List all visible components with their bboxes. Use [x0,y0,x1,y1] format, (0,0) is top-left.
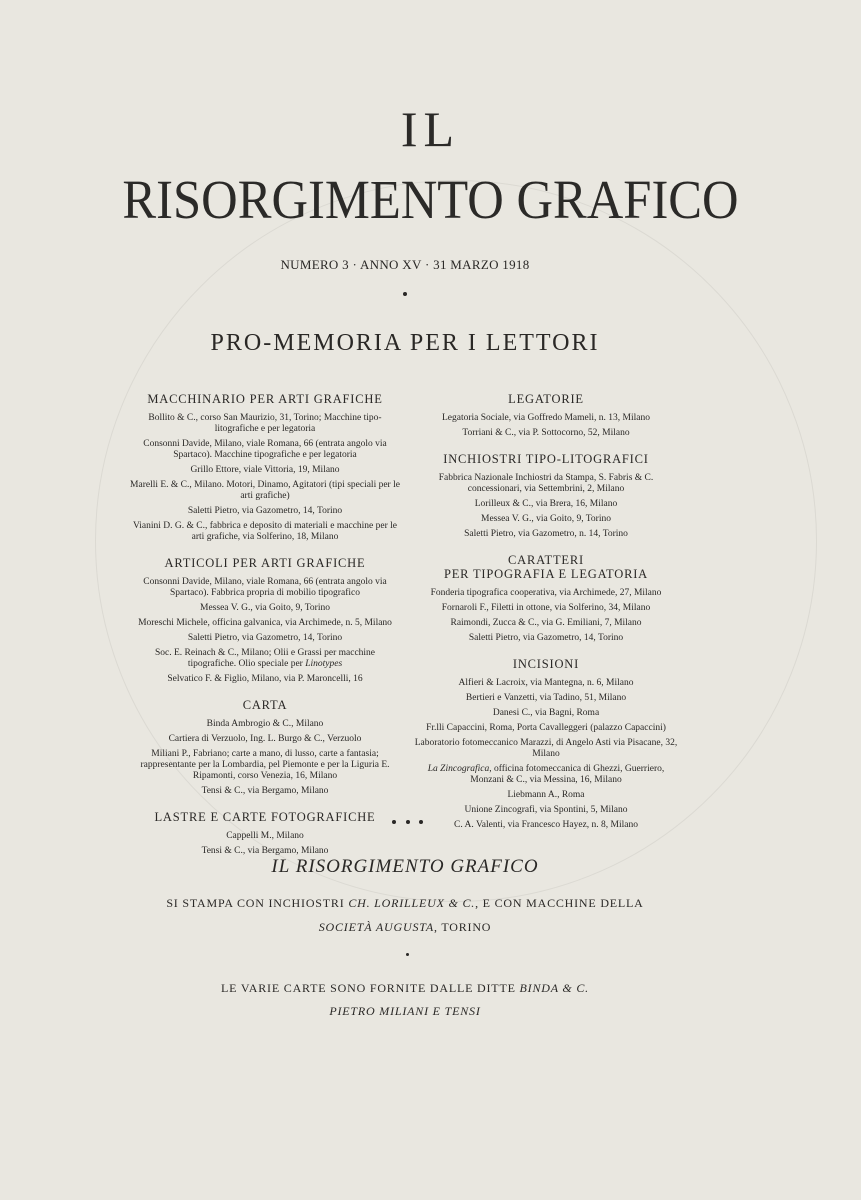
footer-text: , E CON MACCHINE DELLA [475,896,644,910]
category-heading: INCHIOSTRI TIPO-LITOGRAFICI [443,452,649,466]
footer-line-3 [0,981,810,996]
category-heading: CARTA [242,698,288,712]
separator-dot [403,292,407,296]
separator-dot [406,953,409,956]
right-column [412,392,680,835]
list-item: Grillo Ettore, viale Vittoria, 19, Milano [190,465,340,475]
list-item [412,764,680,786]
footer-italic: BINDA & C. [519,981,589,995]
list-item: Marelli E. & C., Milano. Motori, Dinamo, Agitatori (tipi speciali per le arti grafiche) [130,480,400,501]
list-item-text: , officina fotomeccanica di Ghezzi, Guerriero, Monzani & C., via Messina, 16, Milano [470,764,665,785]
list-item: Fornaroli F., Filetti in ottone, via Solferino, 34, Milano [441,603,651,613]
list-item: Bollito & C., corso San Maurizio, 31, Torino; Macchine tipo-litografiche e per legatoria [148,413,382,434]
category-heading: LASTRE E CARTE FOTOGRAFICHE [154,810,376,824]
list-item: Bertieri e Vanzetti, via Tadino, 51, Milano [465,693,627,703]
list-item: Consonni Davide, Milano, viale Romana, 66 (entrata angolo via Spartaco). Macchine tipografiche e per legatoria [143,439,387,460]
category-heading: PER TIPOGRAFIA E LEGATORIA [443,567,649,581]
list-item: Saletti Pietro, via Gazometro, 14, Torino [187,506,343,516]
list-item [130,648,400,670]
issue-line: NUMERO 3 · ANNO XV · 31 MARZO 1918 [280,257,530,272]
footer-line-2 [0,920,810,935]
list-item: Saletti Pietro, via Gazometro, n. 14, Torino [464,529,628,539]
list-item: Fr.lli Capaccini, Roma, Porta Cavalleggeri (palazzo Capaccini) [426,723,666,733]
list-item: Vianini D. G. & C., fabbrica e deposito di materiali e macchine per le arti grafiche, via Solferino, 18, Milano [132,521,398,542]
list-item: Laboratorio fotomeccanico Marazzi, di Angelo Asti via Pisacane, 32, Milano [414,738,678,759]
list-item-text: Soc. E. Reinach & C., Milano; Olii e Grassi per macchine tipografiche. Olio speciale per [154,648,376,669]
list-item: Consonni Davide, Milano, viale Romana, 66 (entrata angolo via Spartaco). Fabbrica propria di mobilio tipografico [143,577,387,598]
footer-title: IL RISORGIMENTO GRAFICO [271,856,539,877]
list-item: Selvatico F. & Figlio, Milano, via P. Maroncelli, 16 [167,674,363,684]
list-item: Cappelli M., Milano [226,831,304,841]
list-item-italic: La Zincografica [427,764,490,774]
list-item: Saletti Pietro, via Gazometro, 14, Torino [468,633,624,643]
category-heading: ARTICOLI PER ARTI GRAFICHE [164,556,366,570]
left-column [130,392,400,861]
list-item: Fonderia tipografica cooperativa, via Archimede, 27, Milano [430,588,662,598]
category-heading: INCISIONI [512,657,580,671]
footer-italic: PIETRO MILIANI E TENSI [329,1004,481,1018]
list-item: Binda Ambrogio & C., Milano [206,719,324,729]
masthead-title: RISORGIMENTO GRAFICO [122,169,739,230]
list-item: Messea V. G., via Goito, 9, Torino [200,603,330,613]
list-item: Tensi & C., via Bergamo, Milano [201,786,329,796]
list-item: Saletti Pietro, via Gazometro, 14, Torino [187,633,343,643]
list-item: Tensi & C., via Bergamo, Milano [201,846,329,856]
footer-line-4 [0,1004,810,1019]
footer-italic: CH. LORILLEUX & C. [348,896,476,910]
footer-italic: SOCIETÀ AUGUSTA [318,920,434,934]
ornament-dots [390,820,430,826]
list-item: Lorilleux & C., via Brera, 16, Milano [474,499,618,509]
list-item: Fabbrica Nazionale Inchiostri da Stampa, S. Fabris & C. concessionari, via Settembrini, 2, Milano [438,473,654,494]
list-item: Messea V. G., via Goito, 9, Torino [481,514,611,524]
list-item: Miliani P., Fabriano; carte a mano, di lusso, carte a fantasia; rappresentante per la Lombardia, pel Piemonte e per la Liguria E. Ripamonti, corso Venezia, 16, Milano [140,749,390,781]
footer-line-1 [0,896,810,911]
masthead-il: IL [400,101,461,157]
list-item: Alfieri & Lacroix, via Mantegna, n. 6, Milano [458,678,634,688]
list-item: Cartiera di Verzuolo, Ing. L. Burgo & C., Verzuolo [168,734,362,744]
list-item: C. A. Valenti, via Francesco Hayez, n. 8, Milano [454,820,638,830]
footer-text: LE VARIE CARTE SONO FORNITE DALLE DITTE [221,981,516,995]
list-item: Legatoria Sociale, via Goffredo Mameli, n. 13, Milano [442,413,650,423]
category-heading: MACCHINARIO PER ARTI GRAFICHE [147,392,383,406]
list-item: Raimondi, Zucca & C., via G. Emiliani, 7, Milano [450,618,642,628]
list-item-italic: Linotypes [305,659,343,669]
list-item: Liebmann A., Roma [507,790,585,800]
footer-text: SI STAMPA CON INCHIOSTRI [166,896,345,910]
list-item: Moreschi Michele, officina galvanica, via Archimede, n. 5, Milano [138,618,392,628]
footer-text: , TORINO [433,920,492,934]
list-item: Unione Zincografi, via Spontini, 5, Milano [464,805,628,815]
section-title: PRO-MEMORIA PER I LETTORI [210,330,600,356]
category-heading: LEGATORIE [508,392,584,406]
list-item: Torriani & C., via P. Sottocorno, 52, Milano [462,428,630,438]
category-heading: CARATTERI [508,553,584,567]
list-item: Danesi C., via Bagni, Roma [492,708,600,718]
